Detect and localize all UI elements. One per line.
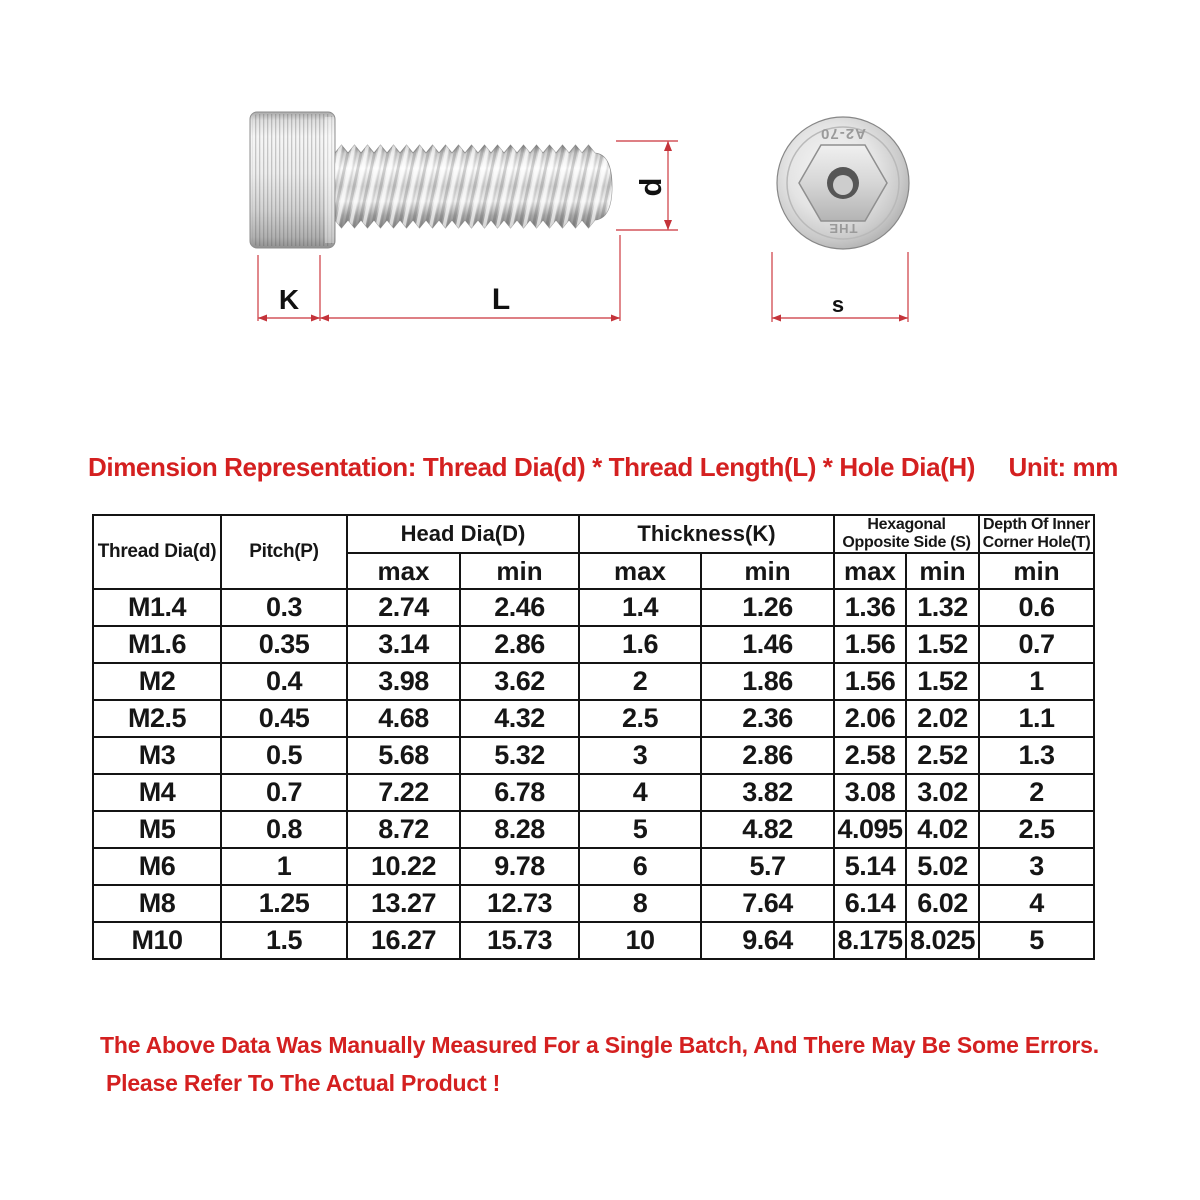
table-row [93, 885, 1094, 922]
cell-t_min: 4 [979, 885, 1094, 922]
subheader-hex-min: min [906, 553, 979, 589]
head-marking-top: A2-70 [820, 125, 866, 142]
cell-d_max: 5.68 [347, 737, 460, 774]
cell-t_min: 2 [979, 774, 1094, 811]
cell-s_max: 4.095 [834, 811, 906, 848]
table-row [93, 737, 1094, 774]
cell-t_min: 1.3 [979, 737, 1094, 774]
row-size-label: M1.6 [93, 626, 221, 663]
cell-pitch: 0.5 [221, 737, 347, 774]
subheader-depth-min: min [979, 553, 1094, 589]
arrow-right-icon [899, 315, 908, 322]
subheader-thickness-min: min [701, 553, 834, 589]
cell-k_min: 5.7 [701, 848, 834, 885]
cell-s_min: 4.02 [906, 811, 979, 848]
cell-s_max: 6.14 [834, 885, 906, 922]
header-group-row [93, 515, 1094, 553]
cell-k_min: 7.64 [701, 885, 834, 922]
cell-pitch: 0.8 [221, 811, 347, 848]
footer-notes [100, 1030, 1140, 1098]
table-row [93, 700, 1094, 737]
subheader-head-dia-max: max [347, 553, 460, 589]
cell-s_max: 1.56 [834, 663, 906, 700]
cell-d_max: 8.72 [347, 811, 460, 848]
spec-table [92, 514, 1095, 960]
cell-k_min: 2.36 [701, 700, 834, 737]
cell-k_max: 1.4 [579, 589, 701, 626]
cell-d_max: 16.27 [347, 922, 460, 959]
cell-s_max: 1.36 [834, 589, 906, 626]
cell-t_min: 2.5 [979, 811, 1094, 848]
dim-label-d: d [633, 177, 668, 197]
row-size-label: M3 [93, 737, 221, 774]
table-row [93, 663, 1094, 700]
head-marking-bottom: THE [828, 221, 858, 236]
screw-head-top-view-illustration [758, 100, 928, 340]
spec-table-head [93, 515, 1094, 589]
col-header-thickness: Thickness(K) [579, 515, 834, 553]
cell-d_min: 12.73 [460, 885, 579, 922]
cell-d_max: 2.74 [347, 589, 460, 626]
cell-k_min: 3.82 [701, 774, 834, 811]
cell-d_min: 2.86 [460, 626, 579, 663]
row-size-label: M1.4 [93, 589, 221, 626]
unit-note: Unit: mm [1008, 452, 1118, 482]
cell-s_min: 3.02 [906, 774, 979, 811]
dim-label-l: L [491, 283, 511, 316]
arrow-left-icon [258, 315, 267, 322]
col-header-pitch: Pitch(P) [221, 515, 347, 589]
cell-s_max: 5.14 [834, 848, 906, 885]
cell-k_max: 6 [579, 848, 701, 885]
cell-k_min: 1.46 [701, 626, 834, 663]
cell-s_min: 2.52 [906, 737, 979, 774]
col-header-head-dia: Head Dia(D) [347, 515, 579, 553]
cell-d_max: 3.98 [347, 663, 460, 700]
cell-t_min: 1 [979, 663, 1094, 700]
cell-k_min: 4.82 [701, 811, 834, 848]
cell-s_max: 1.56 [834, 626, 906, 663]
cell-k_max: 2.5 [579, 700, 701, 737]
cell-s_min: 1.52 [906, 626, 979, 663]
cell-pitch: 0.4 [221, 663, 347, 700]
footer-note-line2: Please Refer To The Actual Product ! [106, 1070, 501, 1096]
cell-k_min: 1.86 [701, 663, 834, 700]
cell-d_min: 4.32 [460, 700, 579, 737]
row-size-label: M6 [93, 848, 221, 885]
cell-s_max: 2.06 [834, 700, 906, 737]
cell-t_min: 1.1 [979, 700, 1094, 737]
cell-pitch: 0.45 [221, 700, 347, 737]
cell-t_min: 3 [979, 848, 1094, 885]
spec-table-body [93, 589, 1094, 959]
spec-table-container [92, 514, 1095, 960]
row-size-label: M5 [93, 811, 221, 848]
table-row [93, 848, 1094, 885]
cell-s_max: 8.175 [834, 922, 906, 959]
subheader-hex-max: max [834, 553, 906, 589]
cell-d_min: 9.78 [460, 848, 579, 885]
cell-t_min: 5 [979, 922, 1094, 959]
row-size-label: M2.5 [93, 700, 221, 737]
subheader-head-dia-min: min [460, 553, 579, 589]
center-hole-inner [833, 175, 853, 195]
footer-note-line1: The Above Data Was Manually Measured For a Single Batch, And There May Be Some Errors. [100, 1032, 1099, 1058]
cell-t_min: 0.6 [979, 589, 1094, 626]
table-row [93, 811, 1094, 848]
col-header-depth: Depth Of Inner Corner Hole(T) [979, 515, 1094, 553]
cell-t_min: 0.7 [979, 626, 1094, 663]
cell-s_min: 1.52 [906, 663, 979, 700]
cell-k_max: 2 [579, 663, 701, 700]
cell-d_max: 10.22 [347, 848, 460, 885]
cell-pitch: 0.3 [221, 589, 347, 626]
row-size-label: M10 [93, 922, 221, 959]
row-size-label: M2 [93, 663, 221, 700]
cell-pitch: 0.7 [221, 774, 347, 811]
cell-d_max: 4.68 [347, 700, 460, 737]
cell-k_min: 1.26 [701, 589, 834, 626]
dimension-heading [88, 452, 1118, 483]
screw-thread [335, 145, 612, 228]
arrow-right-icon [611, 315, 620, 322]
screw-head-side [250, 112, 335, 248]
row-size-label: M8 [93, 885, 221, 922]
dim-label-s: s [831, 292, 845, 317]
subheader-thickness-max: max [579, 553, 701, 589]
cell-s_max: 2.58 [834, 737, 906, 774]
cell-d_max: 7.22 [347, 774, 460, 811]
screw-side-view-illustration [238, 95, 682, 345]
col-header-hex-side: Hexagonal Opposite Side (S) [834, 515, 979, 553]
cell-pitch: 1.5 [221, 922, 347, 959]
cell-s_min: 8.025 [906, 922, 979, 959]
cell-pitch: 0.35 [221, 626, 347, 663]
cell-k_max: 1.6 [579, 626, 701, 663]
cell-d_min: 6.78 [460, 774, 579, 811]
cell-k_max: 4 [579, 774, 701, 811]
arrow-left-icon [320, 315, 329, 322]
row-size-label: M4 [93, 774, 221, 811]
cell-k_max: 3 [579, 737, 701, 774]
cell-pitch: 1.25 [221, 885, 347, 922]
table-row [93, 626, 1094, 663]
cell-k_max: 10 [579, 922, 701, 959]
cell-d_min: 5.32 [460, 737, 579, 774]
arrow-up-icon [664, 141, 672, 151]
cell-d_min: 2.46 [460, 589, 579, 626]
table-row [93, 774, 1094, 811]
cell-k_max: 8 [579, 885, 701, 922]
cell-d_max: 13.27 [347, 885, 460, 922]
dim-label-k: K [278, 284, 300, 315]
cell-s_min: 6.02 [906, 885, 979, 922]
table-row [93, 922, 1094, 959]
cell-pitch: 1 [221, 848, 347, 885]
cell-k_max: 5 [579, 811, 701, 848]
cell-k_min: 2.86 [701, 737, 834, 774]
col-header-thread-dia: Thread Dia(d) [93, 515, 221, 589]
cell-s_min: 5.02 [906, 848, 979, 885]
cell-s_min: 1.32 [906, 589, 979, 626]
cell-s_min: 2.02 [906, 700, 979, 737]
table-row [93, 589, 1094, 626]
cell-d_min: 8.28 [460, 811, 579, 848]
cell-k_min: 9.64 [701, 922, 834, 959]
cell-d_min: 3.62 [460, 663, 579, 700]
dimension-note: Dimension Representation: Thread Dia(d) * Thread Length(L) * Hole Dia(H) [88, 452, 976, 482]
cell-s_max: 3.08 [834, 774, 906, 811]
cell-d_max: 3.14 [347, 626, 460, 663]
arrow-right-icon [311, 315, 320, 322]
arrow-left-icon [772, 315, 781, 322]
cell-d_min: 15.73 [460, 922, 579, 959]
arrow-down-icon [664, 220, 672, 230]
